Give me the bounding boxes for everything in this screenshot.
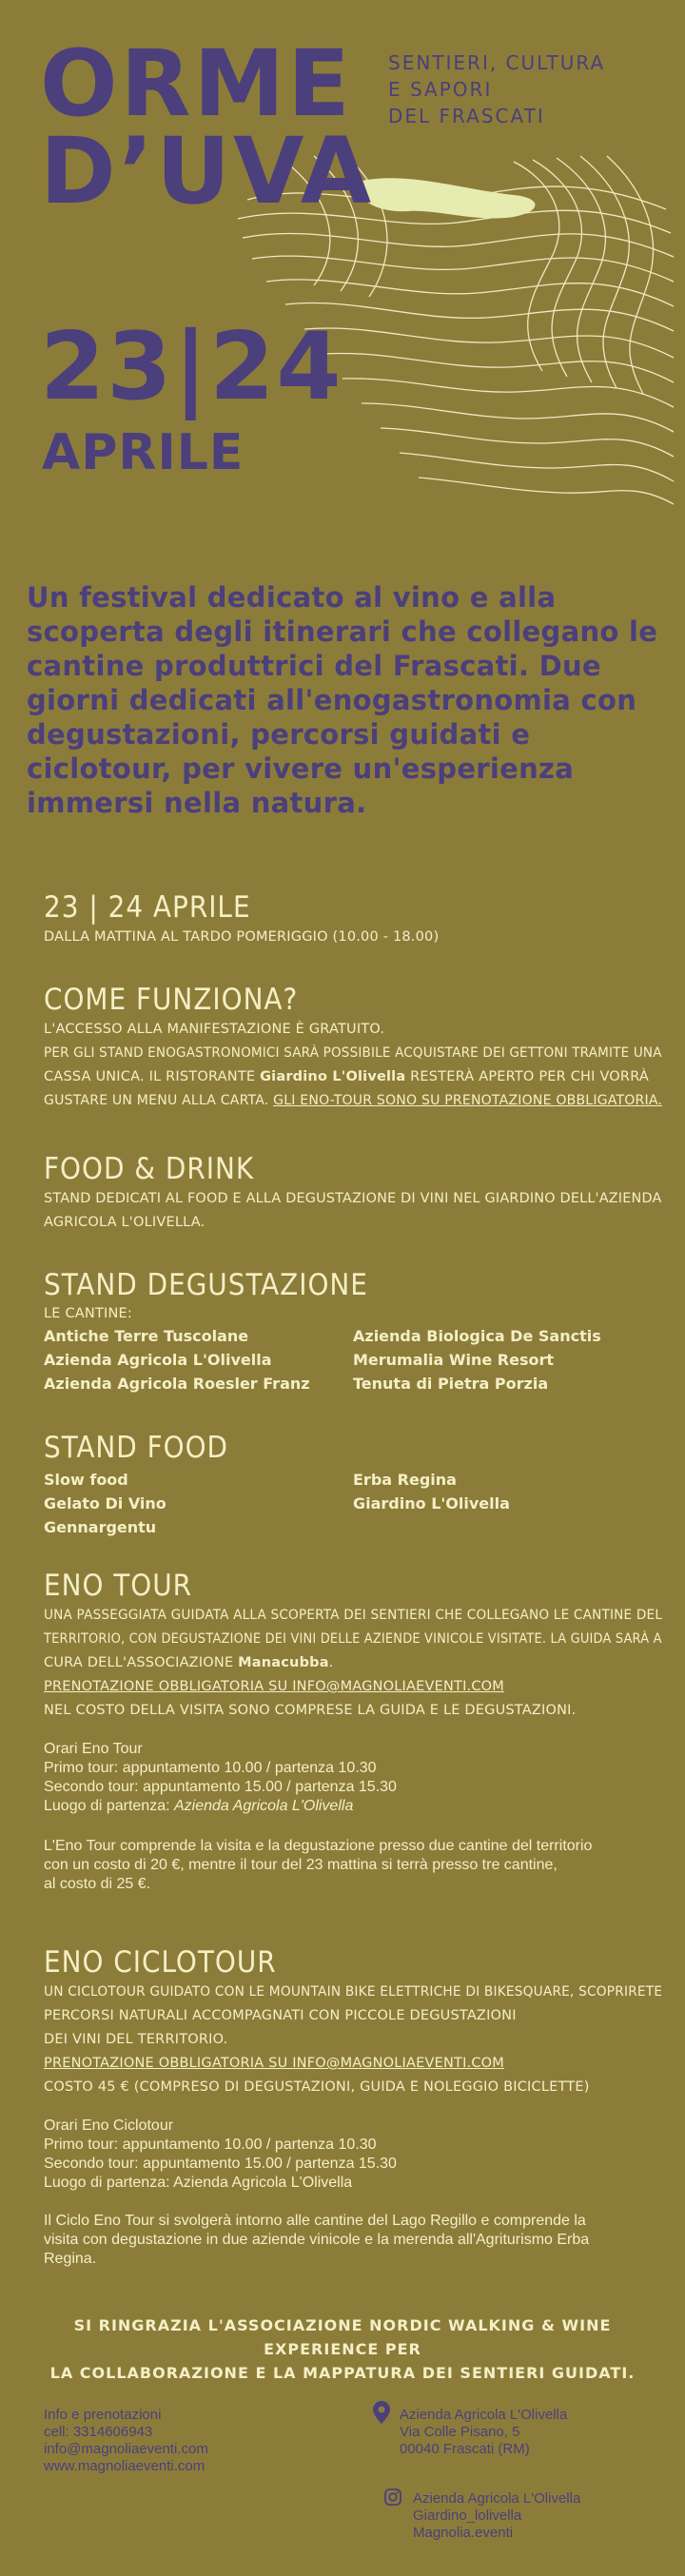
ciclotour-schedule-2: Secondo tour: appuntamento 15.00 / partenza 15.30 (44, 2156, 397, 2172)
list-item: Azienda Biologica De Sanctis (353, 1327, 601, 1345)
eno-tour-line-3-a: CURA DELL'ASSOCIAZIONE (44, 1655, 239, 1670)
eno-tour-line-2: TERRITORIO, CON DEGUSTAZIONE DEI VINI DELLE AZIENDE VINICOLE VISITATE. LA GUIDA SARÀ A (44, 1631, 662, 1647)
food-drink-line-2: AGRICOLA L'OLIVELLA. (44, 1215, 206, 1230)
big-date: 23|24 (40, 313, 343, 421)
list-item: Antiche Terre Tuscolane (44, 1327, 249, 1345)
dates-section (44, 889, 662, 948)
location-pin-icon (373, 2401, 390, 2428)
tagline-line-3: DEL FRASCATI (388, 105, 545, 127)
ciclotour-schedule-title: Orari Eno Ciclotour (44, 2117, 174, 2134)
info-contacts (44, 2407, 208, 2475)
thanks-line-2: LA COLLABORAZIONE E LA MAPPATURA DEI SENTIERI GUIDATI. (49, 2364, 636, 2382)
ciclotour-note-line-3: Regina. (44, 2251, 97, 2267)
eno-tour-included: NEL COSTO DELLA VISITA SONO COMPRESE LA GUIDA E LE DEGUSTAZIONI. (44, 1703, 577, 1718)
come-funziona-line-3-c: RESTERÀ APERTO PER CHI VORRÀ (405, 1069, 649, 1084)
food-column-2 (353, 1468, 662, 1539)
eno-tour-schedule-title: Orari Eno Tour (44, 1741, 143, 1757)
stand-food-heading: STAND FOOD (44, 1431, 229, 1465)
eno-tour-schedule-1: Primo tour: appuntamento 10.00 / partenza 10.30 (44, 1760, 377, 1776)
title-line-1: ORME (40, 30, 353, 137)
stand-degustazione-heading: STAND DEGUSTAZIONE (44, 1268, 368, 1302)
address-line-3: 00040 Frascati (RM) (400, 2441, 530, 2457)
eno-tour-booking-link[interactable]: PRENOTAZIONE OBBLIGATORIA SU INFO@MAGNOLIAEVENTI.COM (44, 1679, 505, 1694)
food-drink-heading: FOOD & DRINK (44, 1152, 255, 1186)
eno-tour-note-line-3: al costo di 25 €. (44, 1876, 151, 1892)
festival-title (40, 30, 375, 224)
lake-shape (360, 178, 535, 218)
tagline-line-2: E SAPORI (388, 78, 493, 101)
ciclotour-note (44, 2212, 662, 2269)
ciclotour-line-1: UN CICLOTOUR GUIDATO CON LE MOUNTAIN BIKE ELETTRICHE DI BIKESQUARE, SCOPRIRETE (44, 1984, 663, 2000)
address-block (400, 2407, 567, 2458)
departure-place: Azienda Agricola L'Olivella (174, 1798, 354, 1814)
info-title: Info e prenotazioni (44, 2407, 162, 2423)
come-funziona-line-3 (44, 1065, 662, 1089)
list-item: Merumalia Wine Resort (353, 1351, 555, 1369)
food-column-1 (44, 1468, 353, 1539)
list-item: Azienda Agricola L'Olivella (44, 1351, 272, 1369)
ciclotour-line-3: DEI VINI DEL TERRITORIO. (44, 2032, 228, 2047)
food-list (44, 1468, 662, 1539)
come-funziona-line-1: L'ACCESSO ALLA MANIFESTAZIONE È GRATUITO. (44, 1022, 385, 1037)
social-handle-3[interactable]: Magnolia.eventi (413, 2525, 514, 2541)
cantine-list (44, 1324, 662, 1395)
list-item: Gelato Di Vino (44, 1494, 166, 1512)
list-item: Gennargentu (44, 1518, 157, 1536)
come-funziona-section (44, 982, 662, 1113)
phone-number[interactable]: cell: 3314606943 (44, 2424, 153, 2440)
address-line-2: Via Colle Pisano, 5 (400, 2424, 520, 2440)
title-line-2: D’UVA (40, 118, 375, 224)
stand-food-section (44, 1430, 662, 1539)
list-item: Slow food (44, 1471, 128, 1489)
eno-tour-note (44, 1837, 662, 1894)
ciclotour-schedule-1: Primo tour: appuntamento 10.00 / partenza 10.30 (44, 2137, 377, 2153)
eno-tour-section (44, 1568, 662, 1894)
tagline (388, 49, 605, 129)
instagram-icon (384, 2488, 401, 2509)
dates-heading: 23 | 24 APRILE (44, 890, 251, 925)
thanks-note (29, 2313, 656, 2385)
eno-tour-schedule-2: Secondo tour: appuntamento 15.00 / partenza 15.30 (44, 1779, 397, 1795)
eno-tour-departure (44, 1797, 662, 1816)
food-drink-line-1: STAND DEDICATI AL FOOD E ALLA DEGUSTAZIONE DI VINI NEL GIARDINO DELL'AZIENDA (44, 1191, 662, 1206)
eno-tour-schedule (44, 1740, 662, 1816)
ciclotour-departure: Luogo di partenza: Azienda Agricola L'Olivella (44, 2175, 353, 2191)
eno-tour-line-3 (44, 1651, 662, 1675)
eno-tour-note-line-1: L'Eno Tour comprende la visita e la degustazione presso due cantine del territorio (44, 1838, 593, 1854)
food-drink-section (44, 1151, 662, 1235)
restaurant-name: Giardino L'Olivella (260, 1069, 406, 1084)
eno-tour-heading: ENO TOUR (44, 1569, 193, 1603)
eno-ciclotour-heading: ENO CICLOTOUR (44, 1945, 277, 1980)
departure-label: Luogo di partenza: (44, 1798, 174, 1814)
ciclotour-cost: COSTO 45 € (COMPRESO DI DEGUSTAZIONI, GUIDA E NOLEGGIO BICICLETTE) (44, 2079, 590, 2095)
cantine-column-1 (44, 1324, 353, 1395)
eno-tour-booking-note: GLI ENO-TOUR SONO SU PRENOTAZIONE OBBLIGATORIA. (273, 1093, 663, 1108)
stand-degustazione-section (44, 1267, 662, 1395)
come-funziona-line-3-a: CASSA UNICA. IL RISTORANTE (44, 1069, 261, 1084)
website-link[interactable]: www.magnoliaeventi.com (44, 2458, 206, 2474)
list-item: Azienda Agricola Roesler Franz (44, 1375, 310, 1393)
cantine-label: LE CANTINE: (44, 1306, 132, 1321)
email-link[interactable]: info@magnoliaeventi.com (44, 2441, 208, 2457)
ciclotour-note-line-2: visita con degustazione in due aziende vinicole e la merenda all'Agriturismo Erba (44, 2232, 590, 2248)
come-funziona-line-2: PER GLI STAND ENOGASTRONOMICI SARÀ POSSIBILE ACQUISTARE DEI GETTONI TRAMITE UNA (44, 1045, 662, 1061)
dates-hours: DALLA MATTINA AL TARDO POMERIGGIO (10.00 - 18.00) (44, 929, 440, 945)
social-handle-2[interactable]: Giardino_lolivella (413, 2508, 522, 2524)
tagline-line-1: SENTIERI, CULTURA (388, 51, 606, 74)
eno-tour-line-1: UNA PASSEGGIATA GUIDATA ALLA SCOPERTA DEI SENTIERI CHE COLLEGANO LE CANTINE DEL (44, 1608, 663, 1623)
list-item: Erba Regina (353, 1471, 457, 1489)
ciclotour-schedule (44, 2117, 662, 2193)
social-block (413, 2490, 580, 2542)
come-funziona-line-4-a: GUSTARE UN MENU ALLA CARTA. (44, 1093, 274, 1108)
ciclotour-booking-link[interactable]: PRENOTAZIONE OBBLIGATORIA SU INFO@MAGNOLIAEVENTI.COM (44, 2056, 505, 2071)
ciclotour-note-line-1: Il Ciclo Eno Tour si svolgerà intorno alle cantine del Lago Regillo e comprende la (44, 2213, 586, 2229)
eno-ciclotour-section (44, 1944, 662, 2269)
eno-tour-note-line-2: con un costo di 20 €, mentre il tour del 23 mattina si terrà presso tre cantine, (44, 1857, 558, 1873)
come-funziona-heading: COME FUNZIONA? (44, 983, 299, 1017)
list-item: Tenuta di Pietra Porzia (353, 1375, 549, 1393)
big-month: APRILE (42, 424, 245, 481)
ciclotour-line-2: PERCORSI NATURALI ACCOMPAGNATI CON PICCOLE DEGUSTAZIONI (44, 2008, 517, 2023)
list-item: Giardino L'Olivella (353, 1494, 510, 1512)
intro-paragraph: Un festival dedicato al vino e alla scoperta degli itinerari che collegano le cantine produttrici del Frascati. Due giorni dedicati all'enogastronomia con degustazioni, percorsi guidati e ciclotour, per vivere un'esperienza immersi nella natura. (27, 581, 658, 819)
eno-tour-line-3-c: . (328, 1655, 334, 1670)
thanks-line-1: SI RINGRAZIA L'ASSOCIAZIONE NORDIC WALKING & WINE EXPERIENCE PER (73, 2316, 612, 2358)
address-line-1: Azienda Agricola L'Olivella (400, 2407, 568, 2423)
social-handle-1[interactable]: Azienda Agricola L'Olivella (413, 2490, 581, 2507)
guide-association-name: Manacubba (238, 1655, 329, 1670)
come-funziona-line-4 (44, 1089, 663, 1113)
cantine-column-2 (353, 1324, 662, 1395)
